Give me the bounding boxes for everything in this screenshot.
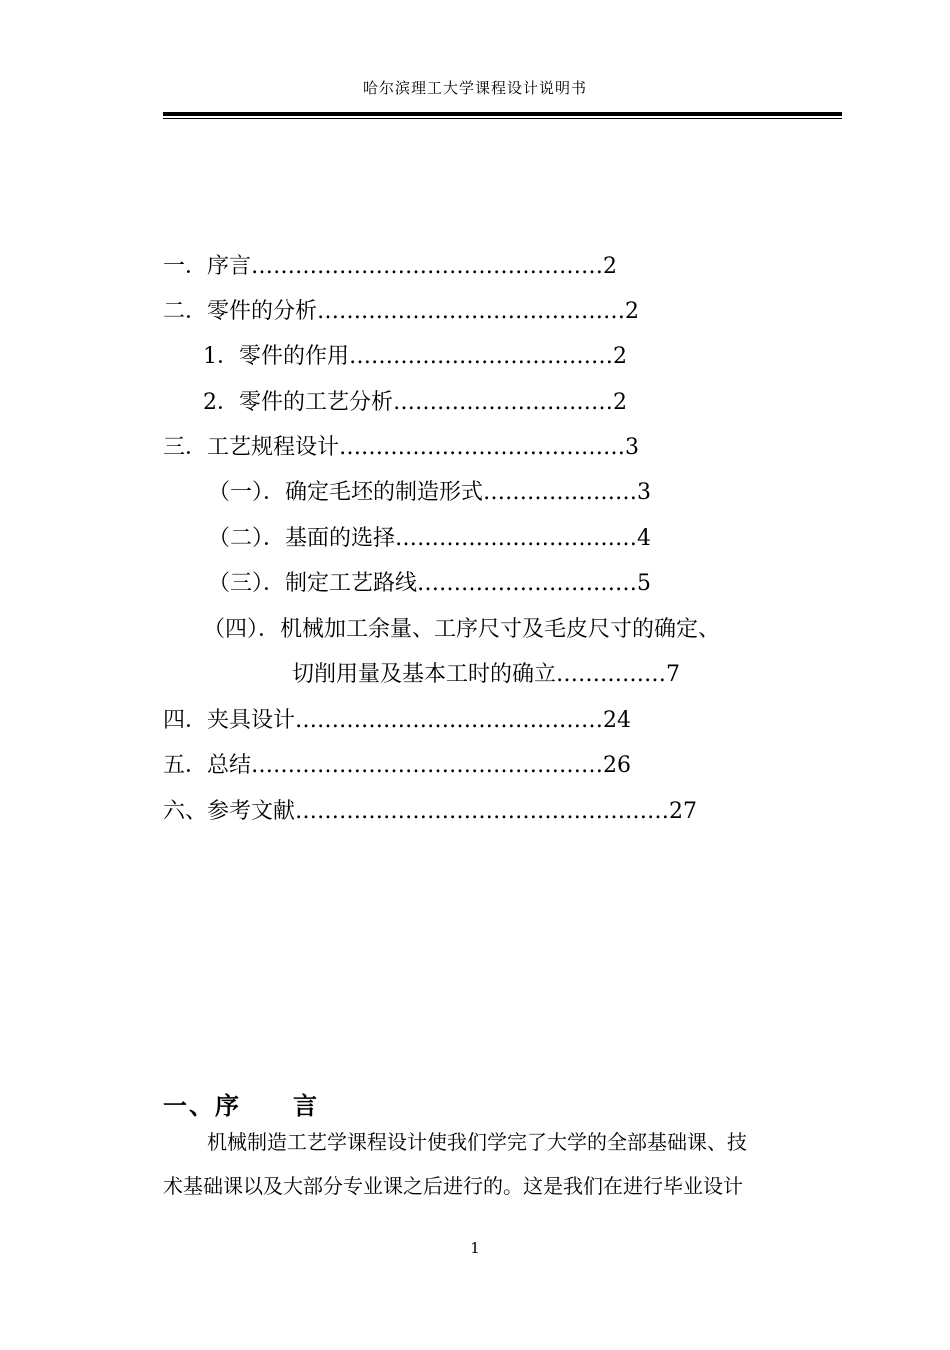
body-paragraph-line: 机械制造工艺学课程设计使我们学完了大学的全部基础课、技	[207, 1130, 747, 1154]
toc-entry: 三．工艺规程设计…………………………………3	[163, 435, 639, 460]
toc-entry: 2．零件的工艺分析…………………………2	[203, 390, 627, 415]
header-rule-thin	[163, 118, 842, 119]
toc-entry: 四．夹具设计……………………………………24	[163, 708, 631, 733]
toc-entry: （二）．基面的选择……………………………4	[208, 526, 651, 551]
header-rule-thick	[163, 112, 842, 116]
toc-entry: 五．总结…………………………………………26	[163, 753, 631, 778]
toc-entry: 二．零件的分析……………………………………2	[163, 299, 639, 324]
section-heading: 一、序 言	[163, 1092, 319, 1120]
toc-entry: 一．序言…………………………………………2	[163, 254, 617, 279]
header-title: 哈尔滨理工大学课程设计说明书	[362, 79, 587, 97]
toc-entry: （四）．机械加工余量、工序尺寸及毛皮尺寸的确定、	[203, 617, 721, 642]
toc-entry: 六、参考文献……………………………………………27	[163, 799, 697, 824]
toc-entry: （三）．制定工艺路线…………………………5	[208, 571, 651, 596]
toc-entry: 1．零件的作用………………………………2	[203, 344, 627, 369]
page-number: 1	[470, 1239, 480, 1257]
toc-entry: （一）．确定毛坯的制造形式…………………3	[208, 480, 651, 505]
toc-entry-continuation: 切削用量及基本工时的确立……………7	[292, 662, 680, 687]
body-paragraph-line: 术基础课以及大部分专业课之后进行的。这是我们在进行毕业设计	[163, 1174, 743, 1198]
